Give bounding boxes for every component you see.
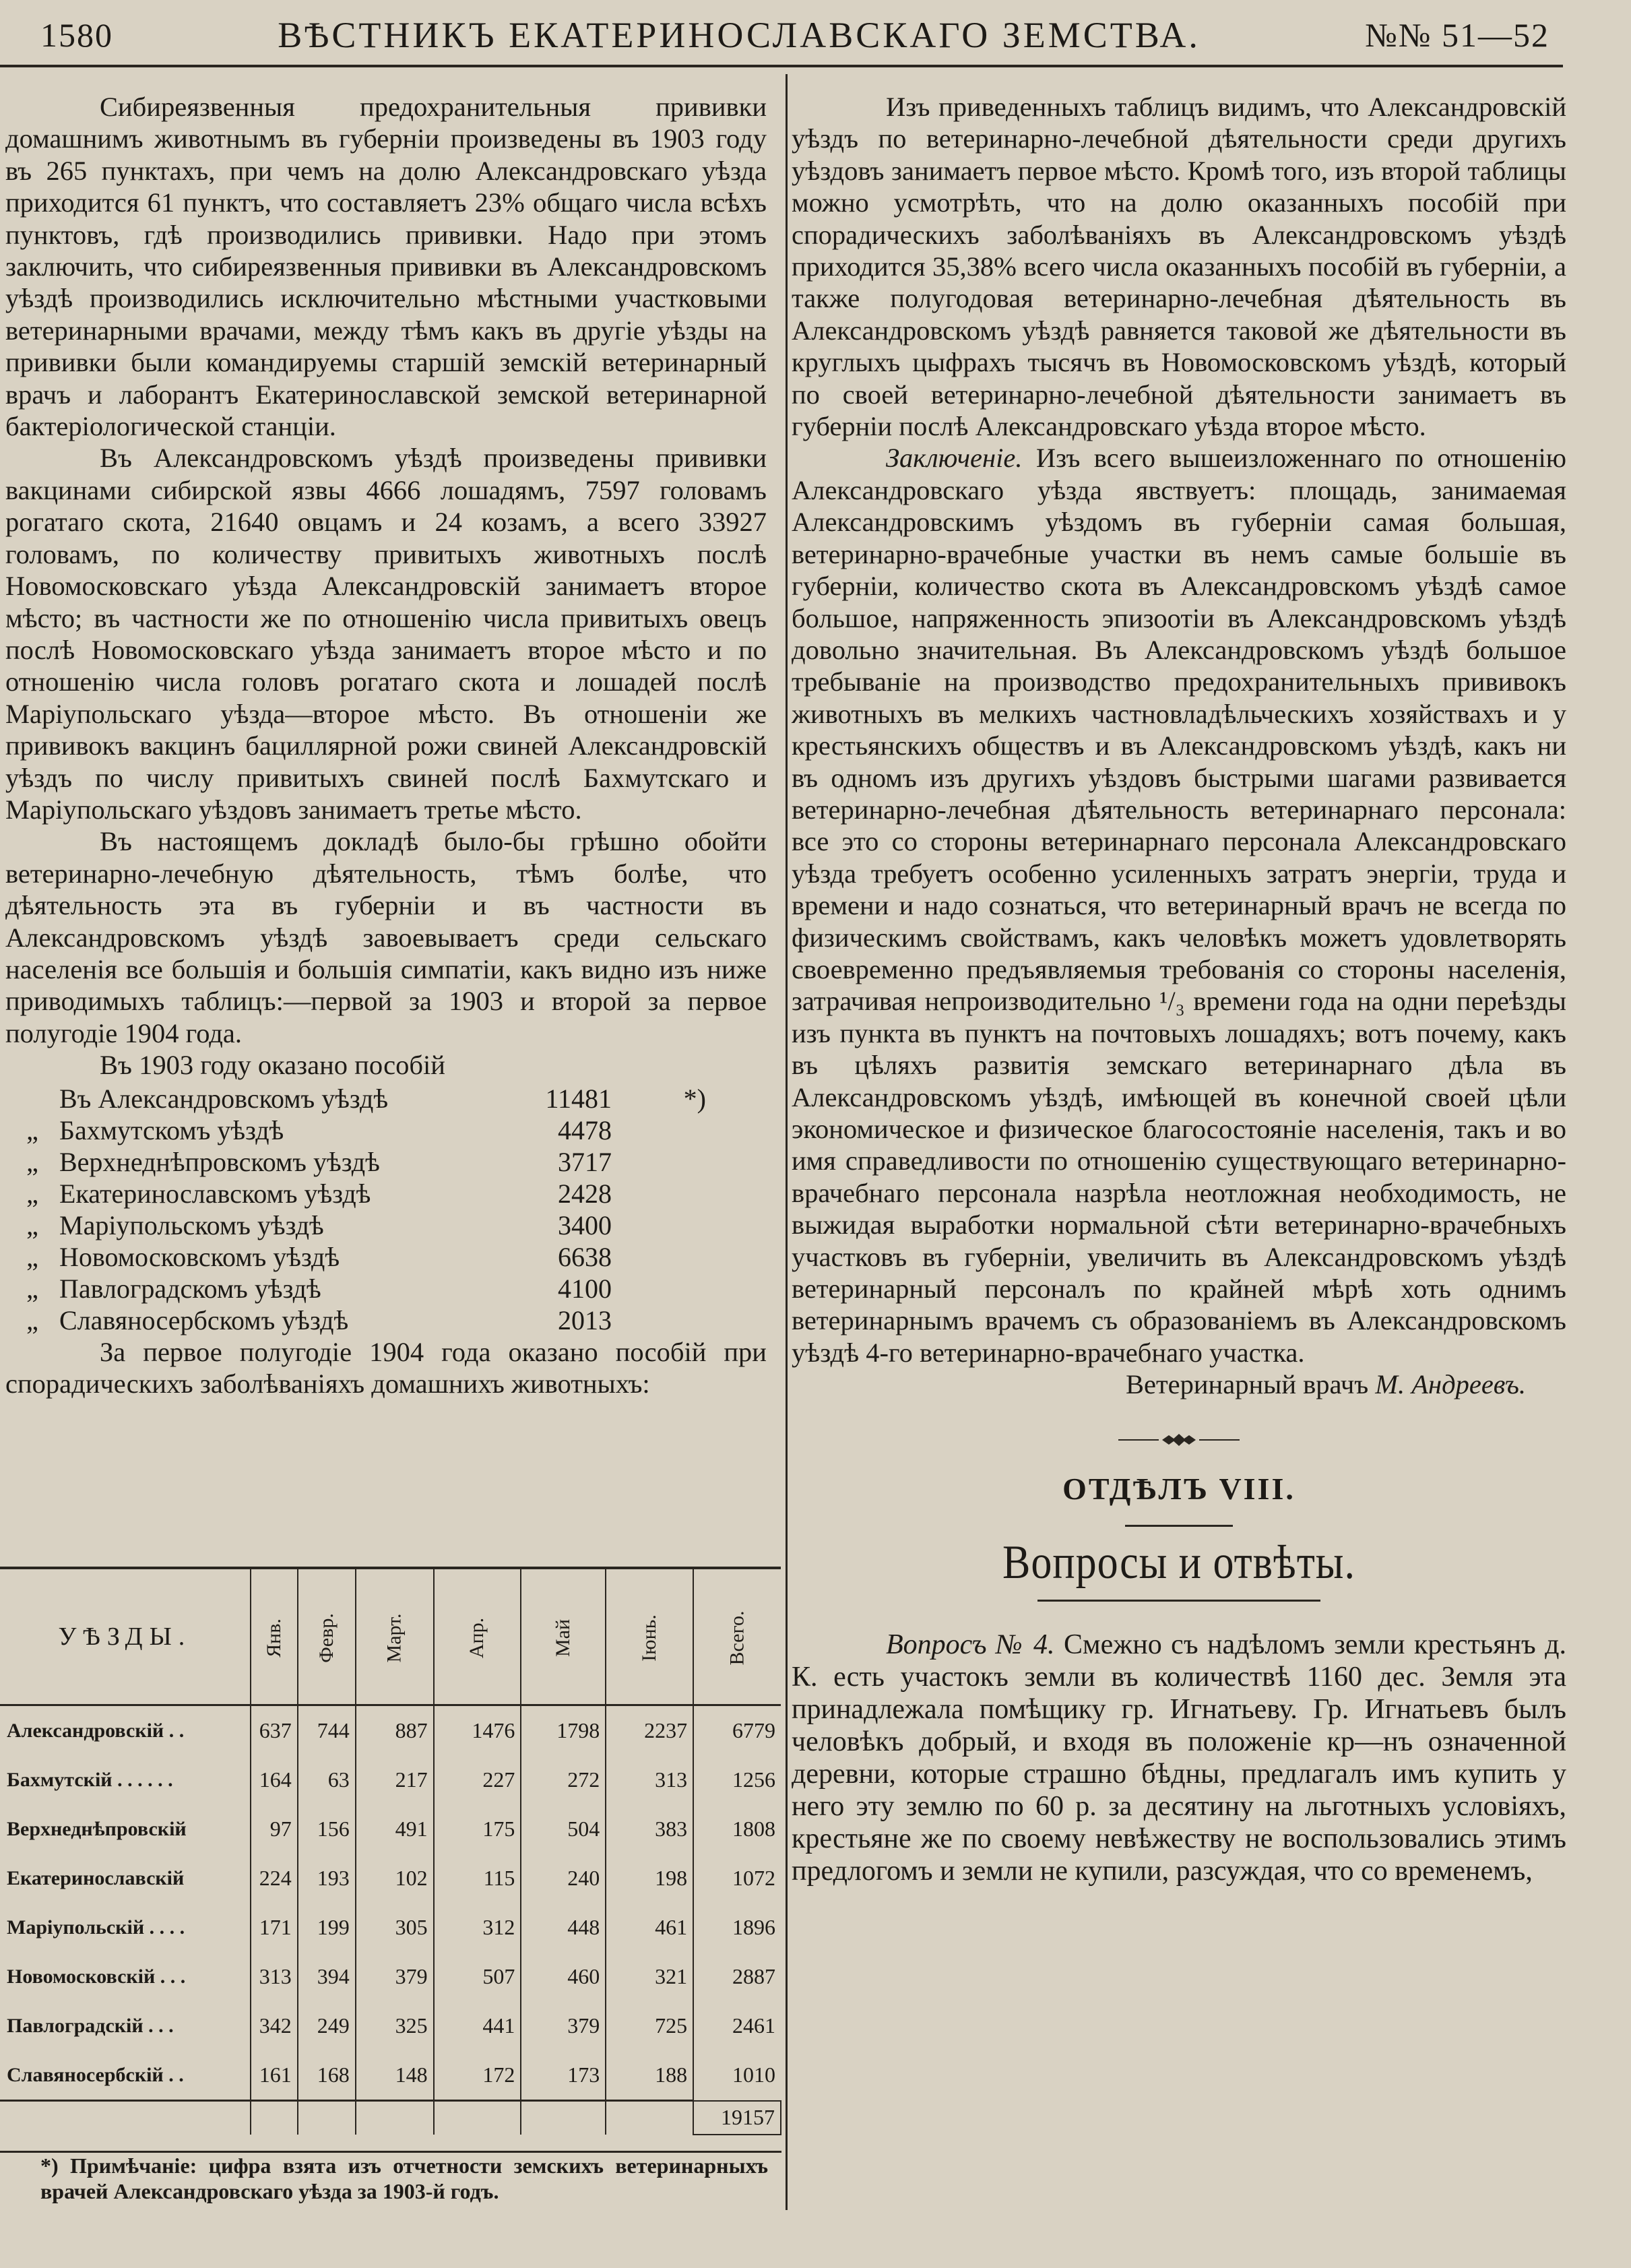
cell: 313 xyxy=(251,1952,298,2001)
signature-name: М. Андреевъ. xyxy=(1375,1369,1526,1400)
header-rule xyxy=(0,65,1563,67)
district-name: Маріупольскомъ уѣздѣ xyxy=(59,1209,324,1240)
footnote-marker xyxy=(612,1114,706,1146)
aid-count: 4100 xyxy=(558,1273,612,1304)
cell: 168 xyxy=(298,2050,356,2101)
list-item xyxy=(5,1114,706,1146)
ornament-divider xyxy=(792,1428,1566,1459)
ditto-mark xyxy=(5,1083,59,1114)
cell: 313 xyxy=(606,1755,693,1804)
cell: 1798 xyxy=(521,1705,606,1756)
list-item xyxy=(5,1241,706,1273)
cell: 175 xyxy=(434,1804,521,1854)
cell: 637 xyxy=(251,1705,298,1756)
cell: 491 xyxy=(356,1804,434,1854)
row-district: Новомосковскій . . . xyxy=(7,1965,186,1988)
header-label: Апр. xyxy=(466,1617,488,1658)
table-header-row xyxy=(0,1568,781,1705)
cell: 312 xyxy=(434,1903,521,1952)
table-row xyxy=(0,1903,781,1952)
cell: 504 xyxy=(521,1804,606,1854)
left-paragraph-1: Сибиреязвенныя предохранительныя прививки домашнимъ животнымъ въ губерніи произведены въ 1903 году въ 265 пунктахъ, при чемъ на долю Александровскаго уѣзда приходится 61 пунктъ, что составляетъ 23% общаго числа всѣхъ пунктовъ, гдѣ производились прививки. Надо при этомъ заключить, что сибиреязвенныя прививки въ Александровскомъ уѣздѣ производились исключительно мѣстными участковыми ветеринарными врачами, между тѣмъ какъ въ другіе уѣзды на прививки были командируемы старшій земскій ветеринарный врачъ и лаборантъ Екатеринославской земской ветеринарной бактеріологической станціи. xyxy=(5,92,767,442)
cell: 115 xyxy=(434,1854,521,1903)
conclusion-paragraph xyxy=(792,442,1566,1368)
page-header xyxy=(40,8,1549,62)
cell: 172 xyxy=(434,2050,521,2101)
footnote-marker xyxy=(612,1146,706,1178)
empty-cell xyxy=(434,2101,521,2135)
aid-count: 11481 xyxy=(545,1083,612,1114)
empty-cell xyxy=(606,2101,693,2135)
header-label: Янв. xyxy=(262,1618,285,1658)
cell: 240 xyxy=(521,1854,606,1903)
header-label: Всего. xyxy=(726,1610,748,1666)
column-header-month xyxy=(251,1568,298,1705)
cell: 102 xyxy=(356,1854,434,1903)
aid-count: 3717 xyxy=(558,1146,612,1177)
section-rule xyxy=(1125,1525,1233,1527)
cell: 173 xyxy=(521,2050,606,2101)
table-row xyxy=(0,1952,781,2001)
district-name: Славяносербскомъ уѣздѣ xyxy=(59,1304,349,1335)
cell: 249 xyxy=(298,2001,356,2050)
footnote-marker: *) xyxy=(683,1083,706,1114)
district-name: Павлоградскомъ уѣздѣ xyxy=(59,1273,321,1304)
list-item xyxy=(5,1146,706,1178)
cell: 2461 xyxy=(693,2001,781,2050)
signature xyxy=(792,1368,1566,1400)
signature-prefix: Ветеринарный врачъ xyxy=(1125,1369,1369,1400)
cell: 2887 xyxy=(693,1952,781,2001)
empty-cell xyxy=(298,2101,356,2135)
ditto-mark: „ xyxy=(26,1114,38,1145)
cell: 379 xyxy=(521,2001,606,2050)
table-row xyxy=(0,2001,781,2050)
cell: 188 xyxy=(606,2050,693,2101)
row-district: Бахмутскій . . . . . . xyxy=(7,1768,173,1791)
left-paragraph-4: Въ 1903 году оказано пособій xyxy=(100,1050,445,1081)
grand-total: 19157 xyxy=(693,2101,781,2135)
cell: 2237 xyxy=(606,1705,693,1756)
district-name: Въ Александровскомъ уѣздѣ xyxy=(59,1083,389,1114)
district-name: Екатеринославскомъ уѣздѣ xyxy=(59,1178,371,1209)
footnote-marker xyxy=(612,1273,706,1304)
cell: 164 xyxy=(251,1755,298,1804)
cell: 383 xyxy=(606,1804,693,1854)
ditto-mark: „ xyxy=(26,1146,38,1177)
cell: 394 xyxy=(298,1952,356,2001)
left-paragraph-5: За первое полугодіе 1904 года оказано пособій при спорадическихъ заболѣваніяхъ домашнихъ животныхъ: xyxy=(5,1336,767,1399)
ditto-mark: „ xyxy=(26,1304,38,1335)
cell: 227 xyxy=(434,1755,521,1804)
column-header-month xyxy=(606,1568,693,1705)
cell: 441 xyxy=(434,2001,521,2050)
cell: 325 xyxy=(356,2001,434,2050)
row-district: Маріупольскій . . . . xyxy=(7,1916,185,1939)
district-name: Новомосковскомъ уѣздѣ xyxy=(59,1241,340,1272)
cell: 1010 xyxy=(693,2050,781,2101)
section-title: Вопросы и отвѣты. xyxy=(1002,1536,1355,1589)
cell: 97 xyxy=(251,1804,298,1854)
table-row xyxy=(0,1755,781,1804)
row-district: Павлоградскій . . . xyxy=(7,2014,174,2037)
cell: 161 xyxy=(251,2050,298,2101)
cell: 1896 xyxy=(693,1903,781,1952)
ornament-icon xyxy=(1112,1430,1246,1450)
table-row xyxy=(0,1705,781,1756)
aid-count: 4478 xyxy=(558,1114,612,1145)
district-name: Верхнеднѣпровскомъ уѣздѣ xyxy=(59,1146,380,1177)
footnote-marker xyxy=(612,1241,706,1273)
list-item xyxy=(5,1304,706,1336)
column-header-month xyxy=(521,1568,606,1705)
empty-cell xyxy=(0,2101,251,2135)
aid-count: 2013 xyxy=(558,1304,612,1335)
cell: 305 xyxy=(356,1903,434,1952)
question-label: Вопросъ № 4. xyxy=(886,1629,1055,1660)
cell: 461 xyxy=(606,1903,693,1952)
empty-cell xyxy=(356,2101,434,2135)
list-item xyxy=(5,1178,706,1209)
conclusion-text: Изъ всего вышеизложеннаго по отношенію Александровскаго уѣзда явствуетъ: площадь, занимаемая Александровскимъ уѣздомъ въ губерніи самая большая, ветеринарно-врачебные участки въ немъ самые большіе въ губерніи, количество скота въ Александровскомъ уѣздѣ самое большое, напряженность эпизоотіи въ Александровскомъ уѣздѣ довольно значительная. Въ Александровскомъ уѣздѣ большое требываніе на производство предохранительныхъ прививокъ животныхъ въ мелкихъ частновладѣльческихъ хозяйствахъ и у крестьянскихъ обществъ и въ Александровскомъ уѣздѣ, какъ ни въ одномъ изъ другихъ уѣздовъ быстрыми шагами развивается ветеринарно-лечебная дѣятельность ветеринарнаго персонала: все это со стороны ветеринарнаго персонала Александровскаго уѣзда требуетъ особенно усиленныхъ затратъ энергіи, труда и времени и надо сознаться, что ветеринарный врачъ не всегда по физическимъ свойствамъ, какъ человѣкъ можетъ удовлетворять своевременно предъявляемыя требованія со стороны населенія, затрачивая непроизводительно ¹/₃ времени года на одни переѣзды изъ пункта въ пунктъ на почтовыхъ лошадяхъ; вотъ почему, какъ въ цѣляхъ развитія земскаго ветеринарнаго дѣла въ Александровскомъ уѣздѣ, имѣющей въ конечной своей цѣли экономическое и физическое благосостояніе населенія, такъ и во имя справедливости по отношенію существующаго ветеринарно-врачебнаго персонала назрѣла неотложная необходимость, не выжидая выработки нормальной сѣти ветеринарно-врачебныхъ участковъ въ губерніи, увеличить въ Александровскомъ уѣздѣ ветеринарный персоналъ по крайней мѣрѣ хоть однимъ ветеринарнымъ врачемъ съ образованіемъ въ Александровскомъ уѣздѣ 4-го ветеринарно-врачебнаго участка. xyxy=(792,443,1566,1368)
footnote-marker xyxy=(612,1209,706,1241)
cell: 725 xyxy=(606,2001,693,2050)
cell: 1808 xyxy=(693,1804,781,1854)
left-paragraph-2: Въ Александровскомъ уѣздѣ произведены прививки вакцинами сибирской язвы 4666 лошадямъ, 7597 головамъ рогатаго скота, 21640 овцамъ и 24 козамъ, а всего 33927 головамъ, по количеству привитыхъ животныхъ послѣ Новомосковскаго уѣзда Александровскій занимаетъ второе мѣсто; въ частности же по отношенію числа привитыхъ овецъ послѣ Новомосковскаго уѣзда занимаетъ второе мѣсто и по отношенію числа головъ рогатаго скота и лошадей послѣ Маріупольскаго уѣзда—второе мѣсто. Въ отношеніи же прививокъ вакцинъ бациллярной рожи свиней Александровскій уѣздъ по числу привитыхъ свиней послѣ Бахмутскаго и Маріупольскаго уѣздовъ занимаетъ третье мѣсто. xyxy=(5,443,767,825)
cell: 460 xyxy=(521,1952,606,2001)
issue-number: №№ 51—52 xyxy=(1365,16,1549,54)
section-heading: ОТДѢЛЪ VIII. xyxy=(1062,1472,1296,1507)
page-number: 1580 xyxy=(40,16,113,54)
aid-count: 2428 xyxy=(558,1178,612,1209)
table-total-row xyxy=(0,2101,781,2135)
aid-1904-table xyxy=(0,1567,781,2135)
table-row xyxy=(0,1804,781,1854)
cell: 744 xyxy=(298,1705,356,1756)
column-divider xyxy=(786,74,788,2210)
row-district: Верхнеднѣпровскій xyxy=(7,1817,187,1840)
cell: 448 xyxy=(521,1903,606,1952)
column-header-region: УѢЗДЫ. xyxy=(58,1623,192,1651)
cell: 193 xyxy=(298,1854,356,1903)
table-row xyxy=(0,1854,781,1903)
cell: 272 xyxy=(521,1755,606,1804)
ditto-mark: „ xyxy=(26,1241,38,1272)
empty-cell xyxy=(521,2101,606,2135)
cell: 171 xyxy=(251,1903,298,1952)
right-paragraph-1: Изъ приведенныхъ таблицъ видимъ, что Александровскій уѣздъ по ветеринарно-лечебной дѣятельности среди другихъ уѣздовъ занимаетъ первое мѣсто. Кромѣ того, изъ второй таблицы можно усмотрѣть, что на долю оказанныхъ пособій при спорадическихъ заболѣваніяхъ въ Александровскомъ уѣздѣ приходится 35,38% всего числа оказанныхъ пособій въ губерніи, а также полугодовая ветеринарно-лечебная дѣятельность въ Александровскомъ уѣздѣ равняется таковой же дѣятельности въ круглыхъ цыфрахъ тысячъ въ Новомосковскомъ уѣздѣ, который по своей ветеринарно-лечебной дѣятельности занимаетъ въ губерніи послѣ Александровскаго уѣзда второе мѣсто. xyxy=(792,92,1566,442)
cell: 199 xyxy=(298,1903,356,1952)
cell: 379 xyxy=(356,1952,434,2001)
left-paragraph-3: Въ настоящемъ докладѣ было-бы грѣшно обойти ветеринарно-лечебную дѣятельность, тѣмъ болѣе, что дѣятельность эта въ губерніи и въ частности въ Александровскомъ уѣздѣ завоевываетъ среди сельскаго населенія все большія и большія симпатіи, какъ видно изъ ниже приводимыхъ таблицъ:—первой за 1903 и второй за первое полугодіе 1904 года. xyxy=(5,826,767,1048)
cell: 156 xyxy=(298,1804,356,1854)
ditto-mark: „ xyxy=(26,1273,38,1304)
question-text: Смежно съ надѣломъ земли крестьянъ д. К. есть участокъ земли въ количествѣ 1160 дес. Земля эта принадлежала помѣщику гр. Игнатьеву. Гр. Игнатьевъ былъ человѣкъ добрый, и входя въ положеніе кр—нъ означенной деревни, которые страшно бѣдны, предлагалъ имъ купить у него эту землю по 60 р. за десятину на льготныхъ условіяхъ, крестьяне же по своему невѣжеству не воспользовались этимъ предлогомъ и земли не купили, разсуждая, что со временемъ, xyxy=(792,1629,1566,1887)
right-column xyxy=(792,91,1566,1887)
conclusion-label: Заключеніе. xyxy=(886,443,1023,474)
column-header-month xyxy=(434,1568,521,1705)
cell: 342 xyxy=(251,2001,298,2050)
list-item xyxy=(5,1083,706,1114)
title-rule xyxy=(1037,1600,1320,1602)
footnote-marker xyxy=(612,1178,706,1209)
header-label: Февр. xyxy=(315,1612,338,1663)
cell: 198 xyxy=(606,1854,693,1903)
journal-title: ВѢСТНИКЪ ЕКАТЕРИНОСЛАВСКАГО ЗЕМСТВА. xyxy=(278,15,1201,55)
column-header-month xyxy=(298,1568,356,1705)
cell: 1072 xyxy=(693,1854,781,1903)
aid-count: 3400 xyxy=(558,1209,612,1240)
row-district: Славяносербскій . . xyxy=(7,2063,184,2086)
row-district: Александровскій . . xyxy=(7,1719,185,1742)
cell: 507 xyxy=(434,1952,521,2001)
ditto-mark: „ xyxy=(26,1209,38,1240)
cell: 1256 xyxy=(693,1755,781,1804)
column-header-month xyxy=(356,1568,434,1705)
row-district: Екатеринославскій xyxy=(7,1866,185,1889)
column-header-total xyxy=(693,1568,781,1705)
empty-cell xyxy=(251,2101,298,2135)
header-label: Іюнь. xyxy=(638,1614,661,1662)
aid-count: 6638 xyxy=(558,1241,612,1272)
footnote: *) Примѣчаніе: цифра взята изъ отчетности земскихъ ветеринарныхъ врачей Александровскаго уѣзда за 1903-й годъ. xyxy=(40,2153,768,2203)
header-label: Май xyxy=(552,1618,575,1657)
cell: 148 xyxy=(356,2050,434,2101)
left-column xyxy=(5,91,767,1399)
aid-1903-list xyxy=(5,1083,706,1336)
cell: 1476 xyxy=(434,1705,521,1756)
cell: 217 xyxy=(356,1755,434,1804)
cell: 887 xyxy=(356,1705,434,1756)
footnote-marker xyxy=(612,1304,706,1336)
list-item xyxy=(5,1209,706,1241)
table-row xyxy=(0,2050,781,2101)
cell: 63 xyxy=(298,1755,356,1804)
header-label: Март. xyxy=(383,1613,406,1662)
district-name: Бахмутскомъ уѣздѣ xyxy=(59,1114,284,1145)
cell: 6779 xyxy=(693,1705,781,1756)
ditto-mark: „ xyxy=(26,1178,38,1209)
cell: 321 xyxy=(606,1952,693,2001)
question-4 xyxy=(792,1629,1566,1887)
cell: 224 xyxy=(251,1854,298,1903)
list-item xyxy=(5,1273,706,1304)
